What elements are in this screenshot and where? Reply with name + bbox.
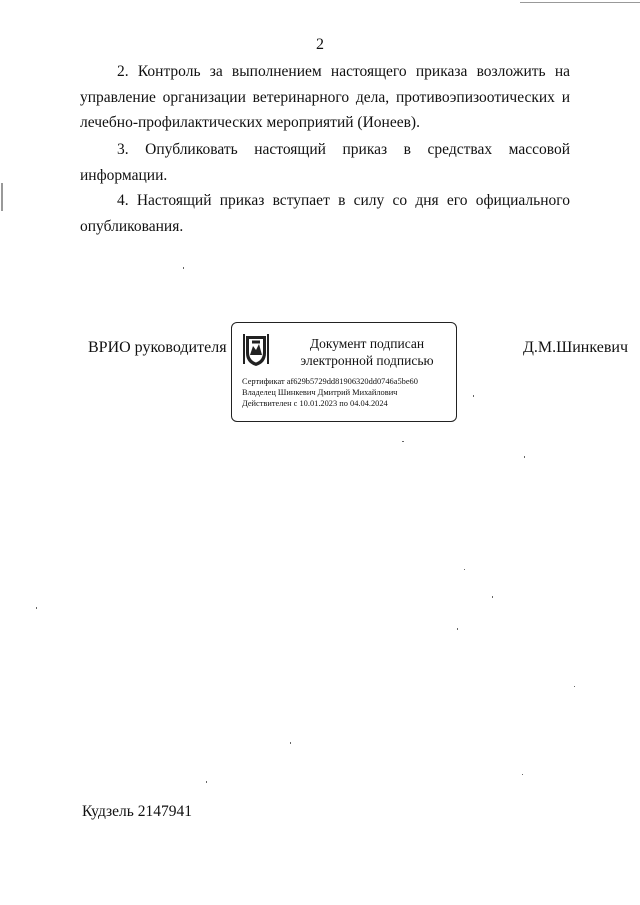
scan-speck <box>36 607 37 609</box>
stamp-details <box>242 376 418 409</box>
signer-position: ВРИО руководителя <box>88 339 227 356</box>
stamp-title-line1: Документ подписан <box>309 336 425 351</box>
stamp-certificate: Сертификат af629b5729dd81906320dd0746a5be60 <box>242 377 418 386</box>
scan-speck <box>457 628 458 630</box>
paragraph-4: 4. Настоящий приказ вступает в силу со дня его официального опубликования. <box>80 192 570 235</box>
electronic-signature-stamp <box>231 322 457 422</box>
scan-speck <box>402 441 404 442</box>
paragraph-3: 3. Опубликовать настоящий приказ в средствах массовой информации. <box>80 141 570 184</box>
scan-speck <box>183 267 184 269</box>
scan-speck <box>492 596 493 598</box>
coat-of-arms-icon <box>243 333 269 367</box>
scan-speck <box>522 774 523 775</box>
paragraph-2: 2. Контроль за выполнением настоящего приказа возложить на управление организации ветеринарного дела, противоэпизоотических и лечебно-профилактических мероприятий (Ионеев). <box>80 63 570 131</box>
scan-mark-top <box>520 2 640 3</box>
scan-speck <box>206 781 207 783</box>
stamp-title <box>282 335 452 369</box>
scan-speck <box>524 456 525 458</box>
scan-speck <box>464 569 465 570</box>
scan-speck <box>574 686 575 687</box>
scan-mark-left <box>1 183 3 211</box>
signer-name: Д.М.Шинкевич <box>522 339 628 356</box>
scan-speck <box>473 395 474 397</box>
stamp-title-line2: электронной подписью <box>300 353 434 368</box>
page-number: 2 <box>316 36 324 53</box>
stamp-owner: Владелец Шинкевич Дмитрий Михайлович <box>242 388 398 397</box>
executor-info: Кудзель 2147941 <box>82 803 192 820</box>
stamp-validity: Действителен с 10.01.2023 по 04.04.2024 <box>242 399 388 408</box>
scan-speck <box>290 742 291 744</box>
